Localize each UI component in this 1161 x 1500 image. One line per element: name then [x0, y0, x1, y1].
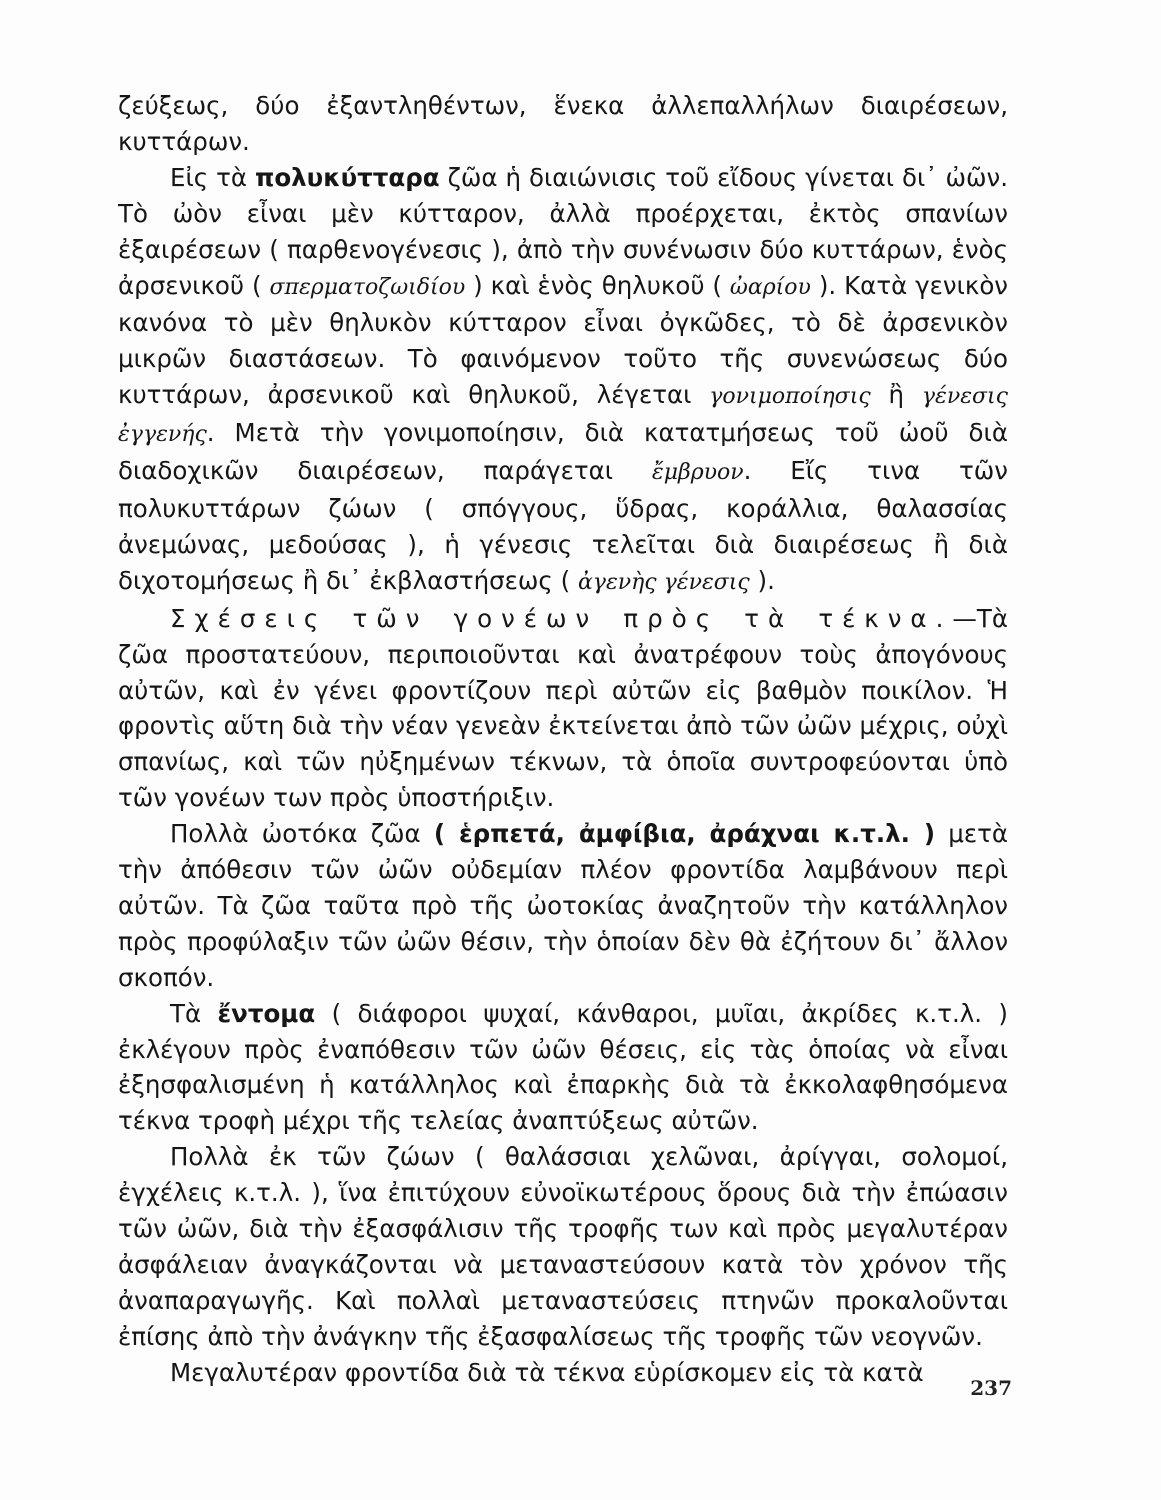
text-run: ζεύξεως, δύο ἐξαντληθέντων, ἕνεκα ἀλλεπαλλήλων διαιρέσεων, κυττάρων. — [118, 91, 1008, 156]
page-number: 237 — [970, 1376, 1012, 1400]
text-run: ζῶα ἡ διαιώνισις τοῦ εἴδους γίνεται δι᾿ ὠῶν. Τὸ ὠὸν εἶναι μὲν κύτταρον, ἀλλὰ προέρχεται, ἐκτὸς σπανίων ἐξαιρέσεων ( παρθενογένεσις ), ἀπὸ τὴν συνένωσιν δύο κυττάρων, ἑνὸς ἀρσενικοῦ ( — [118, 162, 1008, 300]
text-run: —Τὰ ζῶα προστατεύουν, περιποιοῦνται καὶ ἀνατρέφουν τοὺς ἀπογόνους αὐτῶν, καὶ ἐν γένει φροντίζουν περὶ αὐτῶν εἰς βαθμὸν ποικίλον. Ἡ φροντὶς αὕτη διὰ τὴν νέαν γενεὰν ἐκτείνεται ἀπὸ τῶν ὠῶν μέχρις, οὐχὶ σπανίως, καὶ τῶν ηὐξημένων τέκνων, τὰ ὁποῖα συντροφεύονται ὑπὸ τῶν γονέων των πρὸς ὑποστήριξιν. — [118, 603, 1008, 813]
text-run: . Μετὰ τὴν γονιμοποίησιν, διὰ κατατμήσεως τοῦ ὠοῦ διὰ διαδοχικῶν διαιρέσεων, παράγεται — [118, 418, 1008, 486]
term-italic: σπερματοζωιδίου — [269, 274, 466, 300]
term-italic: γένεσις ἐγγενής — [118, 384, 1008, 448]
text-run: Πολλὰ ἐκ τῶν ζώων ( θαλάσσιαι χελῶναι, ἀρίγγαι, σολομοί, ἐγχέλεις κ.τ.λ. ), ἵνα ἐπιτύχουν εὐνοϊκωτέρους ὅρους διὰ τὴν ἐπώασιν τῶν ὠῶν, διὰ τὴν ἐξασφάλισιν τῆς τροφῆς των καὶ πρὸς μεγαλυτέραν ἀσφάλειαν ἀναγκάζονται νὰ μεταναστεύσουν κατὰ τὸν χρόνον τῆς ἀναπαραγωγῆς. Καὶ πολλαὶ μεταναστεύσεις πτηνῶν προκαλοῦνται ἐπίσης ἀπὸ τὴν ἀνάγκην τῆς ἐξασφαλίσεως τῆς τροφῆς τῶν νεογνῶν. — [118, 1142, 1008, 1351]
text-run: Εἰς τὰ — [170, 162, 255, 192]
term-italic: ἀγενὴς γένεσις — [577, 569, 750, 595]
term-bold: πολυκύτταρα — [254, 162, 440, 192]
paragraph-5 — [118, 996, 1008, 1140]
section-heading-spaced: Σχέσεις τῶν γονέων πρὸς τὰ τέκνα. — [170, 603, 953, 633]
paragraph-2 — [118, 160, 1008, 601]
term-bold: ἔντομα — [217, 998, 316, 1028]
text-run: Μεγαλυτέραν φροντίδα διὰ τὰ τέκνα εὑρίσκομεν εἰς τὰ κατὰ — [170, 1357, 924, 1387]
paragraph-1 — [118, 88, 1008, 160]
term-italic: ὠαρίου — [729, 274, 811, 300]
text-run: ). — [749, 565, 775, 595]
paragraph-7 — [118, 1355, 1008, 1391]
paragraph-3 — [118, 601, 1008, 816]
term-bold: ( ἑρπετά, ἀμφίβια, ἀράχναι κ.τ.λ. ) — [433, 819, 936, 849]
text-run: . Εἴς τινα τῶν πολυκυττάρων ζώων ( σπόγγους, ὕδρας, κοράλλια, θαλασσίας ἀνεμώνας, μεδούσας ), ἡ γένεσις τελεῖται διὰ διαιρέσεως ἢ διὰ διχοτομήσεως ἢ δι᾿ ἐκβλαστήσεως ( — [118, 456, 1008, 595]
text-run: ( διάφοροι ψυχαί, κάνθαροι, μυῖαι, ἀκρίδες κ.τ.λ. ) ἐκλέγουν πρὸς ἐναπόθεσιν τῶν ὠῶν θέσεις, εἰς τὰς ὁποίας νὰ εἶναι ἐξησφαλισμένη ἡ κατάλληλος καὶ ἐπαρκὴς διὰ τὰ ἐκκολαφθησόμενα τέκνα τροφὴ μέχρι τῆς τελείας ἀναπτύξεως αὐτῶν. — [118, 998, 1008, 1136]
paragraph-4 — [118, 816, 1008, 996]
text-run: ). Κατὰ γενικὸν κανόνα τὸ μὲν θηλυκὸν κύτταρον εἶναι ὀγκῶδες, τὸ δὲ ἀρσενικὸν μικρῶν διαστάσεων. Τὸ φαινόμενον τοῦτο τῆς συνενώσεως δύο κυττάρων, ἀρσενικοῦ καὶ θηλυκοῦ, λέγεται — [118, 270, 1008, 410]
text-run: ) καὶ ἑνὸς θηλυκοῦ ( — [465, 270, 730, 300]
term-italic: γονιμοποίησις — [709, 384, 871, 410]
term-italic: ἔμβρυον — [651, 460, 744, 486]
body-text — [118, 88, 1008, 1391]
text-run: ἢ — [870, 380, 922, 410]
paragraph-6 — [118, 1139, 1008, 1354]
text-run: Τὰ — [170, 998, 218, 1028]
text-run: μετὰ τὴν ἀπόθεσιν τῶν ὠῶν οὐδεμίαν πλέον φροντίδα λαμβάνουν περὶ αὐτῶν. Τὰ ζῶα ταῦτα πρὸ τῆς ὠοτοκίας ἀναζητοῦν τὴν κατάλληλον πρὸς προφύλαξιν τῶν ὠῶν θέσιν, τὴν ὁποίαν δὲν θὰ ἐζήτουν δι᾿ ἄλλον σκοπόν. — [118, 819, 1008, 992]
text-run: Πολλὰ ὠοτόκα ζῶα — [170, 819, 434, 849]
